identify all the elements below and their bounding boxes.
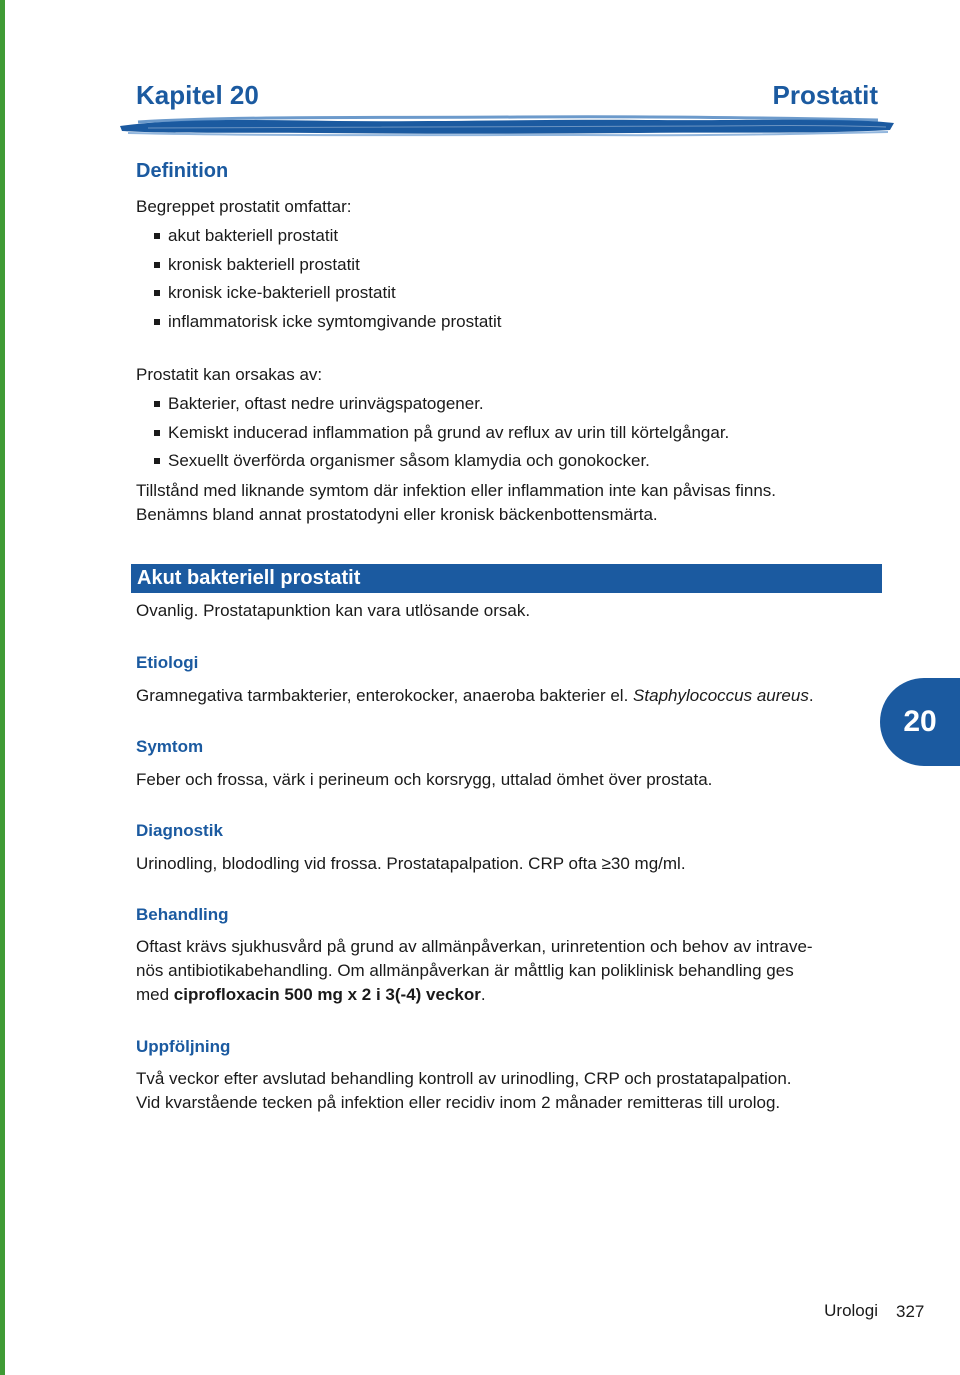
similar-conditions-note: Tillstånd med liknande symtom där infektion eller inflammation inte kan påvisas finns. Benämns bland annat prostatodyni eller kronisk bäckenbottensmärta. [136, 481, 776, 524]
list-item: Kemiskt inducerad inflammation på grund av reflux av urin till körtelgångar. [136, 419, 729, 448]
causes-list [136, 390, 729, 476]
symtom-text: Feber och frossa, värk i perineum och korsrygg, uttalad ömhet över prostata. [136, 770, 713, 789]
akut-intro: Ovanlig. Prostatapunktion kan vara utlösande orsak. [136, 601, 531, 620]
diagnostik-text: Urinodling, blododling vid frossa. Prostatapalpation. CRP ofta ≥30 mg/ml. [136, 854, 686, 873]
chapter-tab-number: 20 [903, 705, 937, 738]
etiologi-heading: Etiologi [136, 653, 199, 672]
page-edge-stripe [0, 0, 5, 1375]
list-item: kronisk bakteriell prostatit [136, 251, 502, 280]
chapter-title: Kapitel 20 [136, 80, 259, 110]
list-item: kronisk icke-bakteriell prostatit [136, 279, 502, 308]
page-number: 327 [896, 1302, 925, 1321]
square-bullet-icon [154, 233, 160, 239]
definition-heading: Definition [136, 160, 229, 182]
diagnostik-heading: Diagnostik [136, 821, 223, 840]
uppfoljning-heading: Uppföljning [136, 1037, 231, 1056]
list-item: akut bakteriell prostatit [136, 222, 502, 251]
section-bar-akut-bakteriell-prostatit: Akut bakteriell prostatit [131, 564, 882, 593]
behandling-text: Oftast krävs sjukhusvård på grund av allmänpåverkan, urinretention och behov av intrave- nös antibiotikabehandling. Om allmänpåverkan är måttlig kan poliklinisk behandling ges med ciprofloxacin 500 mg x 2 i 3(-4) veckor. [136, 937, 813, 1004]
prostatit-types-list [136, 222, 502, 336]
square-bullet-icon [154, 458, 160, 464]
causes-intro: Prostatit kan orsakas av: [136, 365, 323, 384]
brush-stroke-divider [118, 112, 896, 142]
list-item: Bakterier, oftast nedre urinvägspatogener. [136, 390, 729, 419]
etiologi-text: Gramnegativa tarmbakterier, enterokocker, anaeroba bakterier el. Staphylococcus aureus. [136, 686, 814, 705]
symtom-heading: Symtom [136, 737, 204, 756]
topic-title: Prostatit [772, 80, 878, 110]
square-bullet-icon [154, 319, 160, 325]
list-item: Sexuellt överförda organismer såsom klamydia och gonokocker. [136, 447, 729, 476]
definition-intro: Begreppet prostatit omfattar: [136, 197, 352, 216]
list-item: inflammatorisk icke symtomgivande prostatit [136, 308, 502, 337]
square-bullet-icon [154, 401, 160, 407]
uppfoljning-text: Två veckor efter avslutad behandling kontroll av urinodling, CRP och prostatapalpation. Vid kvarstående tecken på infektion eller recidiv inom 2 månader remitteras till urolog. [136, 1069, 792, 1112]
footer-section-name: Urologi [824, 1301, 878, 1320]
behandling-heading: Behandling [136, 905, 229, 924]
square-bullet-icon [154, 290, 160, 296]
square-bullet-icon [154, 430, 160, 436]
square-bullet-icon [154, 262, 160, 268]
